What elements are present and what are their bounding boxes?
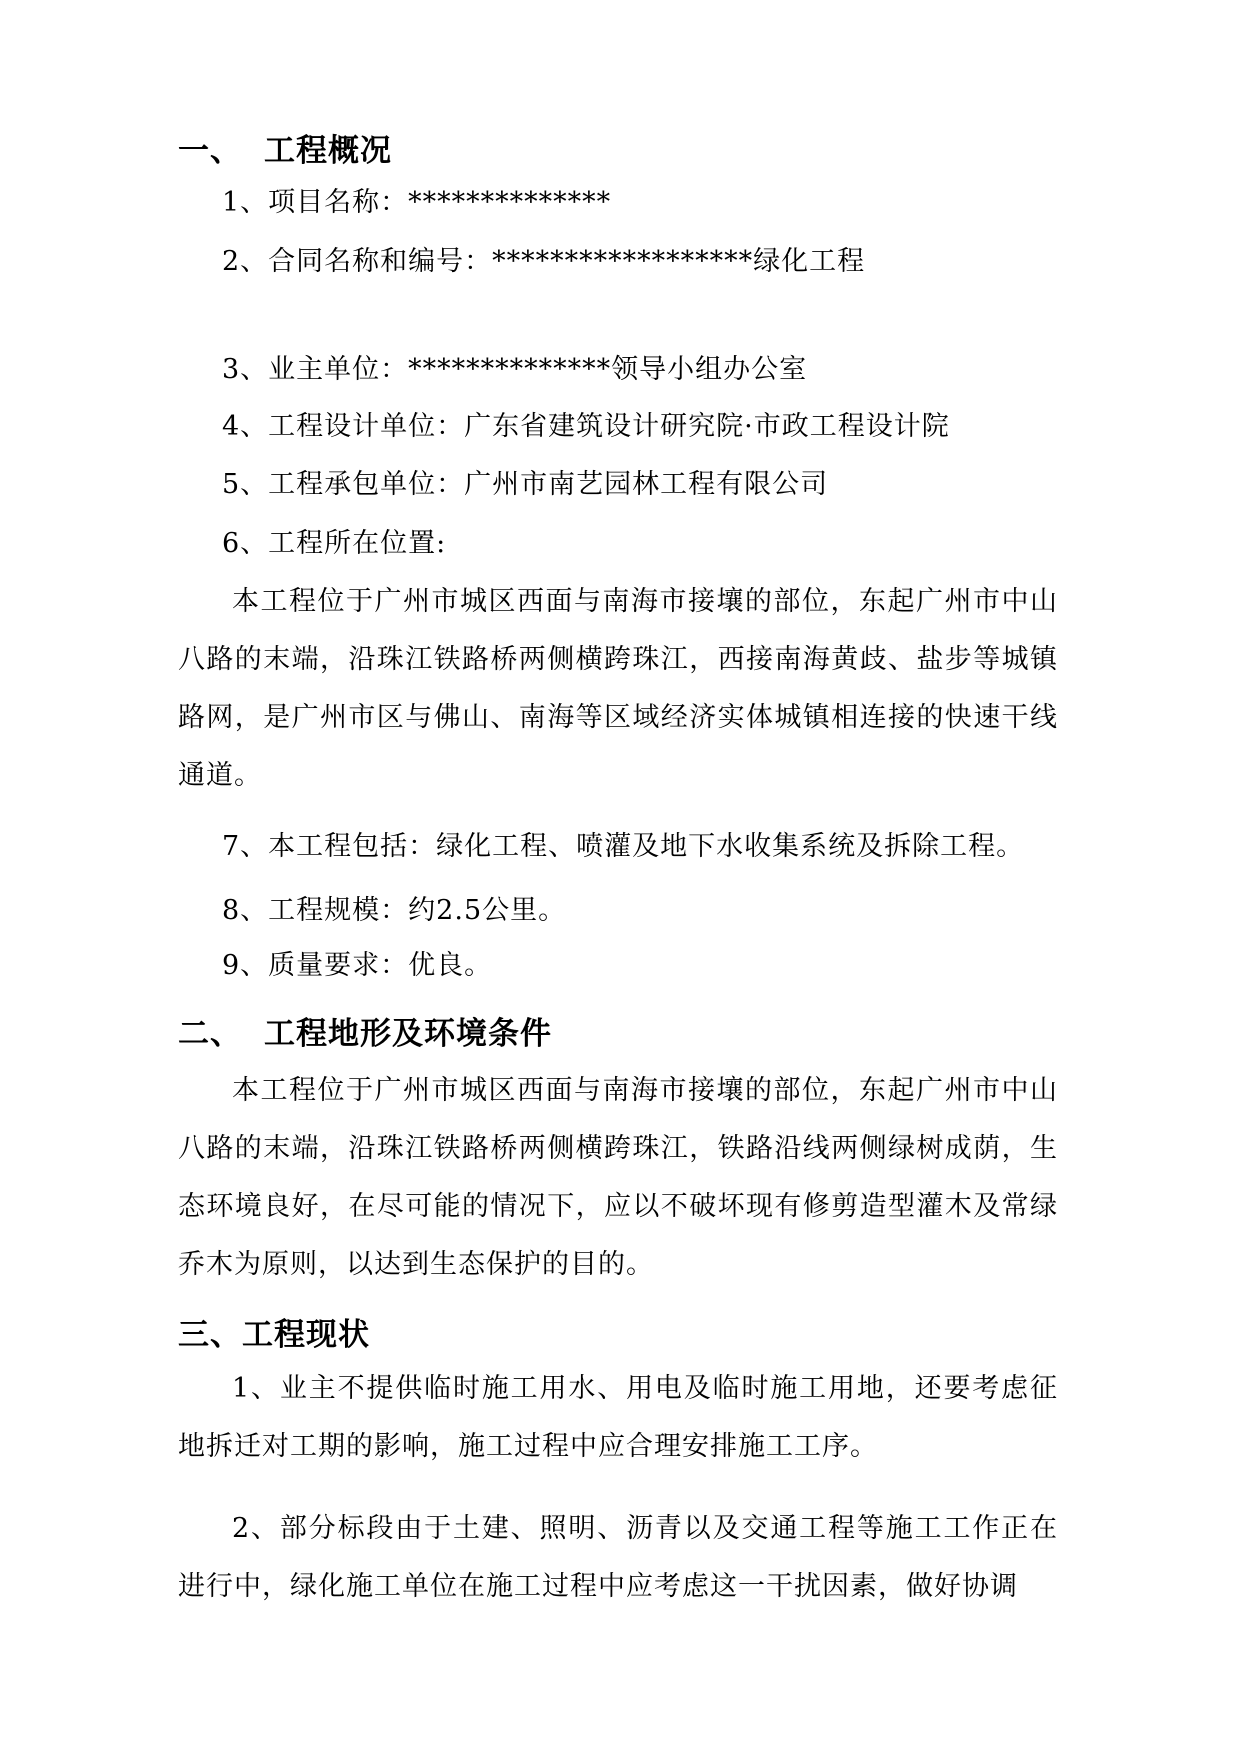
section-heading-3: 三、工程现状 [178, 1317, 370, 1353]
list-item: 9、质量要求：优良。 [222, 950, 493, 981]
list-item: 7、本工程包括：绿化工程、喷灌及地下水收集系统及拆除工程。 [222, 831, 1025, 862]
status-paragraph: 2、部分标段由于土建、照明、沥青以及交通工程等施工工作正在进行中，绿化施工单位在施工过程中应考虑这一干扰因素，做好协调 [178, 1513, 1058, 1602]
section-number: 二、 [178, 1016, 242, 1052]
list-item: 1、项目名称：************** [222, 187, 612, 218]
list-item: 5、工程承包单位：广州市南艺园林工程有限公司 [222, 469, 829, 500]
status-paragraph: 1、业主不提供临时施工用水、用电及临时施工用地，还要考虑征地拆迁对工期的影响，施工过程中应合理安排施工工序。 [178, 1373, 1058, 1462]
list-item: 8、工程规模：约2.5公里。 [222, 895, 567, 926]
section-heading-1 [178, 132, 392, 170]
section-title: 工程概况 [264, 133, 392, 169]
section-title: 工程地形及环境条件 [264, 1016, 552, 1052]
section-number: 一、 [178, 133, 242, 169]
list-item: 4、工程设计单位：广东省建筑设计研究院·市政工程设计院 [222, 411, 950, 442]
list-item: 6、工程所在位置: [222, 528, 447, 559]
environment-paragraph: 本工程位于广州市城区西面与南海市接壤的部位，东起广州市中山八路的末端，沿珠江铁路桥两侧横跨珠江，铁路沿线两侧绿树成荫，生态环境良好，在尽可能的情况下，应以不破坏现有修剪造型灌木及常绿乔木为原则，以达到生态保护的目的。 [178, 1075, 1058, 1280]
list-item: 2、合同名称和编号：******************绿化工程 [222, 246, 866, 277]
location-paragraph: 本工程位于广州市城区西面与南海市接壤的部位，东起广州市中山八路的末端，沿珠江铁路桥两侧横跨珠江，西接南海黄歧、盐步等城镇路网，是广州市区与佛山、南海等区域经济实体城镇相连接的快速干线通道。 [178, 586, 1058, 791]
list-item: 3、业主单位：**************领导小组办公室 [222, 354, 808, 385]
section-heading-2 [178, 1015, 552, 1053]
